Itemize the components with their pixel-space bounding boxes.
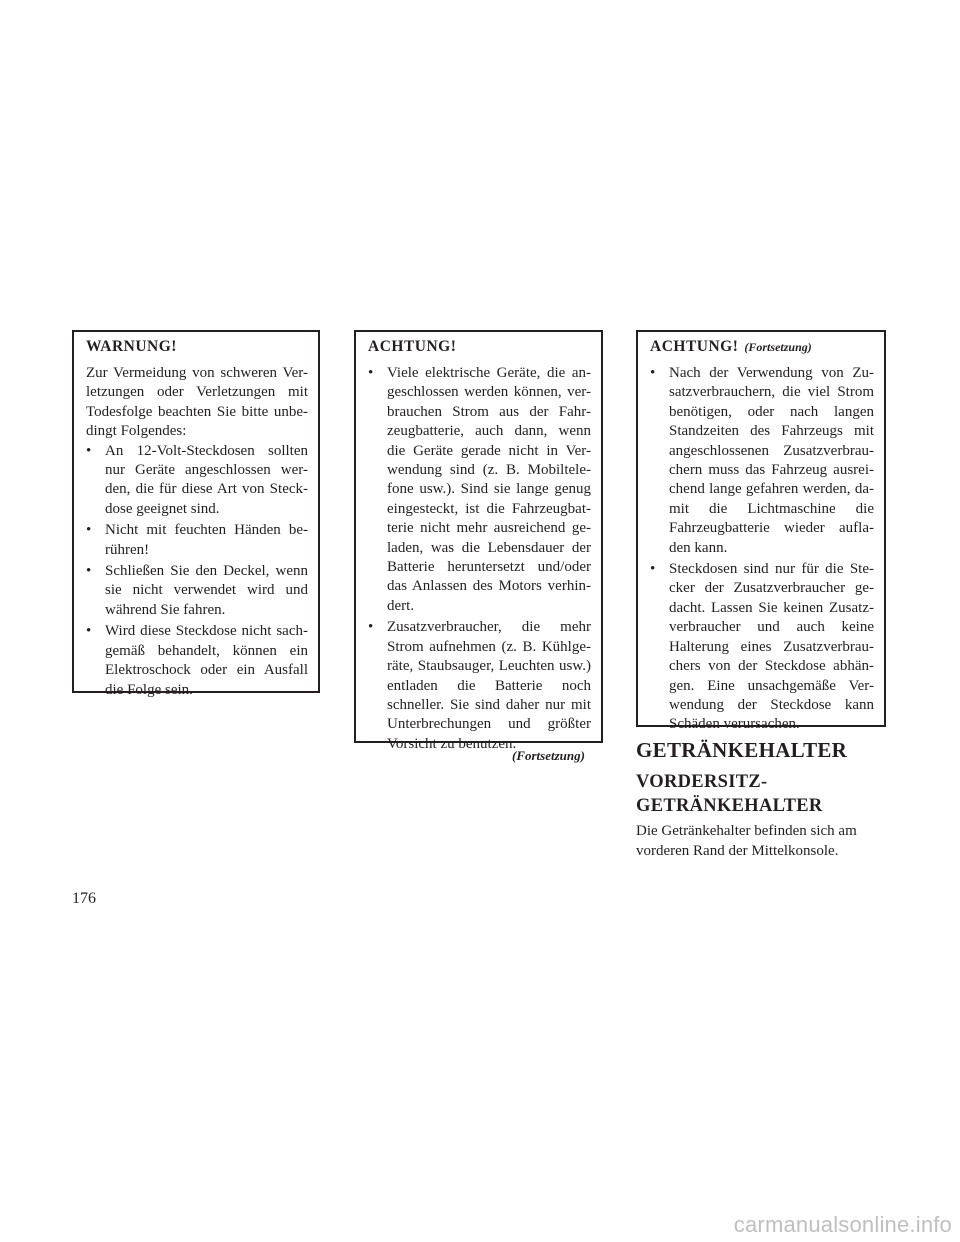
- list-item: • Wird diese Steckdose nicht sach-gemäß behandelt, können ein Elektroschock oder ein Ausfall die Folge sein.: [86, 623, 308, 698]
- list-item: • Viele elektrische Geräte, die an-geschlossen werden können, ver-brauchen Strom aus der Fahr-zeugbatterie, auch dann, wenn die Geräte gerade nicht in Ver-wendung sind (z. B. Mobiltele-fone usw.). Sind sie lange genug eingesteckt, ist die Fahrzeugbat-terie nicht mehr ausreichend ge-laden, was die Lebensdauer der Batterie heruntersetzt und/oder das Anlassen des Motors verhin-dert.: [368, 365, 591, 614]
- list-item: • Nicht mit feuchten Händen be-rühren!: [86, 522, 308, 558]
- list-item: • Nach der Verwendung von Zu-satzverbrauchern, die viel Strom benötigen, oder nach langen Standzeiten des Fahrzeugs mit angeschlossenen Zusatzverbrau-chern muss das Fahrzeug ausrei-chend lange gefahren werden, da-mit die Lichtmaschine die Fahrzeugbatterie wieder aufla-den kann.: [650, 365, 874, 556]
- list-item: • Steckdosen sind nur für die Ste-cker der Zusatzverbraucher ge-dacht. Lassen Sie keinen Zusatz-verbraucher und auch keine Halterung eines Zusatzverbrau-chers von der Steckdose abhän-gen. Eine unsachgemäße Ver-wendung der Steckdose kann Schäden verursachen.: [650, 561, 874, 733]
- caution-continued-title: ACHTUNG! (Fortsetzung): [650, 338, 812, 355]
- list-item: • Schließen Sie den Deckel, wenn sie nicht verwendet wird und während Sie fahren.: [86, 563, 308, 618]
- caution-box: [354, 330, 603, 752]
- list-item: • Zusatzverbraucher, die mehr Strom aufnehmen (z. B. Kühlge-räte, Staubsauger, Leuchten usw.) entladen die Batterie noch schneller. Sie sind daher nur mit Unterbrechungen und größter Vorsicht zu benutzen.: [368, 619, 591, 752]
- continued-note: (Fortsetzung): [512, 748, 585, 763]
- warning-intro: Zur Vermeidung von schweren Ver-letzungen oder Verletzungen mit Todesfolge beachten Sie bitte unbe-dingt Folgendes:: [86, 365, 308, 440]
- section-heading: GETRÄNKEHALTER: [636, 738, 848, 762]
- warning-box: [72, 330, 320, 698]
- warning-title: WARNUNG!: [86, 338, 177, 355]
- section-subheading: VORDERSITZ-GETRÄNKEHALTER: [636, 772, 823, 816]
- caution-continued-list: [650, 364, 874, 735]
- section-body: Die Getränkehalter befinden sich am vorderen Rand der Mittelkonsole.: [636, 823, 857, 859]
- caution-list: [368, 364, 591, 754]
- list-item: • An 12-Volt-Steckdosen sollten nur Geräte angeschlossen wer-den, die für diese Art von Steck-dose geeignet sind.: [86, 442, 308, 517]
- page-number: 176: [72, 890, 96, 907]
- caution-box-continued: [636, 330, 886, 733]
- watermark: carmanualsonline.info: [733, 1212, 952, 1237]
- warning-list: [86, 442, 308, 700]
- title-continued-note: (Fortsetzung): [744, 340, 812, 354]
- caution-title: ACHTUNG!: [368, 338, 457, 355]
